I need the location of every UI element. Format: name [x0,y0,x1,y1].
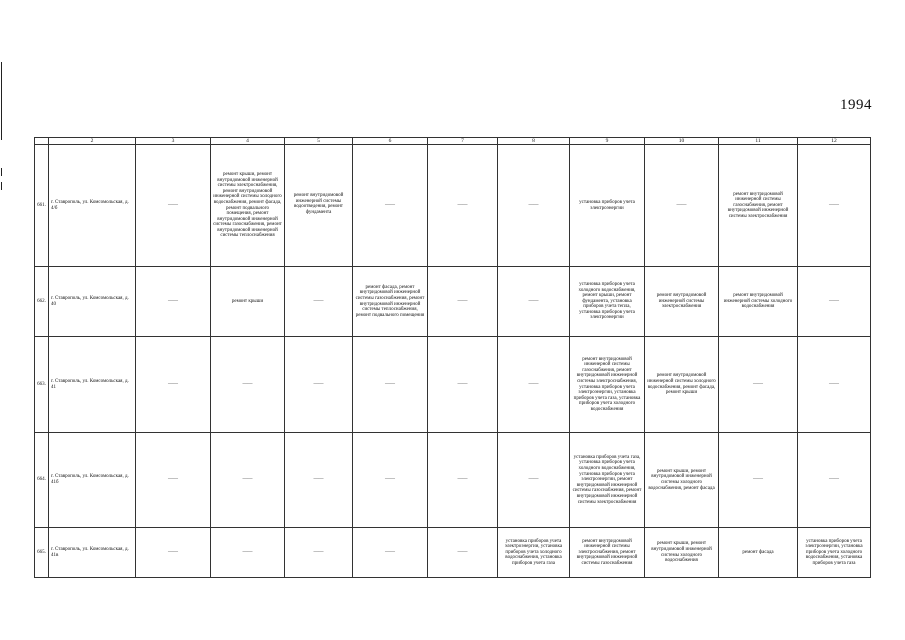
column-header: 7 [428,138,498,145]
cell-work: ремонт внутридомовой инженерной системы газоснабжения, ремонт внутридомовой инженерной системы электроснабжения [719,145,798,267]
cell-work: ремонт крыши, ремонт внутридомовой инженерной системы электроснабжения, ремонт внутридомовой инженерной системы холодного водоснабжения, ремонт фасада, ремонт подвального помещения, ремонт внутридомовой инженерной системы газоснабжения, ремонт внутридомовой инженерной системы теплоснабжения [211,145,285,267]
cell-dash: —— [428,528,498,578]
cell-work: ремонт внутридомовой инженерной системы холодного водоснабжения [719,267,798,337]
column-header: 8 [498,138,570,145]
cell-dash: —— [136,433,211,528]
table-row [35,528,871,578]
cell-dash: —— [798,267,871,337]
column-header: 12 [798,138,871,145]
column-header: 10 [645,138,719,145]
cell-dash: —— [798,433,871,528]
cell-dash: —— [798,337,871,433]
cell-dash: —— [798,145,871,267]
row-address: г. Ставрополь, ул. Комсомольская, д. 41в [49,528,136,578]
cell-dash: —— [719,433,798,528]
column-header: 5 [285,138,353,145]
cell-dash: —— [428,267,498,337]
left-edge-mark [1,62,2,140]
cell-work: ремонт фасада [719,528,798,578]
row-address: г. Ставрополь, ул. Комсомольская, д. 41б [49,433,136,528]
cell-dash: —— [498,433,570,528]
row-number: 661. [35,145,49,267]
cell-dash: —— [285,433,353,528]
row-number: 665. [35,528,49,578]
cell-dash: —— [498,267,570,337]
table-row [35,433,871,528]
cell-dash: —— [353,337,428,433]
cell-work: ремонт внутридомовой инженерной системы холодного водоснабжения, ремонт фасада, ремонт крыши [645,337,719,433]
column-header: 6 [353,138,428,145]
cell-work: ремонт внутридомовой инженерной системы водоотведения, ремонт фундамента [285,145,353,267]
cell-work: установка приборов учета электроэнергии, установка приборов учета холодного водоснабжения, установка приборов учета газа [498,528,570,578]
table-row [35,145,871,267]
row-address: г. Ставрополь, ул. Комсомольская, д. 41 [49,337,136,433]
cell-work: ремонт фасада, ремонт внутридомовой инженерной системы газоснабжения, ремонт внутридомовой инженерной системы теплоснабжения, ремонт подвального помещения [353,267,428,337]
cell-work: ремонт крыши [211,267,285,337]
table-row [35,267,871,337]
cell-dash: —— [498,337,570,433]
cell-work: ремонт внутридомовой инженерной системы газоснабжения, ремонт внутридомовой инженерной системы электроснабжения, установка приборов учета электроэнергии, установка приборов учета газа, установка приборов учета холодного водоснабжения [570,337,645,433]
register-table [34,137,871,578]
cell-work: установка приборов учета газа, установка приборов учета холодного водоснабжения, установка приборов учета электроэнергии, ремонт внутридомовой инженерной системы газоснабжения, ремонт внутридомовой инженерной системы электроснабжения [570,433,645,528]
cell-work: установка приборов учета электроэнергии, установка приборов учета холодного водоснабжения, установка приборов учета газа [798,528,871,578]
cell-dash: —— [428,433,498,528]
row-number: 662. [35,267,49,337]
cell-dash: —— [285,267,353,337]
cell-dash: —— [285,337,353,433]
row-number: 663. [35,337,49,433]
header-row [35,138,871,145]
cell-dash: —— [645,145,719,267]
row-address: г. Ставрополь, ул. Комсомольская, д. 40 [49,267,136,337]
left-edge-mark-small-2 [1,182,2,190]
row-number: 664. [35,433,49,528]
column-header: 4 [211,138,285,145]
column-header: 9 [570,138,645,145]
cell-dash: —— [285,528,353,578]
column-header [35,138,49,145]
cell-work: установка приборов учета электроэнергии [570,145,645,267]
cell-dash: —— [353,528,428,578]
cell-dash: —— [498,145,570,267]
column-header: 2 [49,138,136,145]
row-address: г. Ставрополь, ул. Комсомольская, д. 4/б [49,145,136,267]
cell-work: ремонт внутридомовой инженерной системы электроснабжения [645,267,719,337]
cell-dash: —— [136,145,211,267]
cell-dash: —— [353,433,428,528]
cell-dash: —— [428,145,498,267]
page-number: 1994 [840,97,872,113]
table-row [35,337,871,433]
cell-dash: —— [136,528,211,578]
column-header: 11 [719,138,798,145]
cell-work: установка приборов учета холодного водоснабжения, ремонт крыши, ремонт фундамента, установка приборов учета тепла, установка приборов учета электроэнергии [570,267,645,337]
cell-dash: —— [211,433,285,528]
cell-work: ремонт внутридомовой инженерной системы электроснабжения, ремонт внутридомовой инженерной системы газоснабжения [570,528,645,578]
cell-dash: —— [428,337,498,433]
cell-dash: —— [136,337,211,433]
left-edge-mark-small [1,168,2,176]
cell-work: ремонт крыши, ремонт внутридомовой инженерной системы холодного водоснабжения [645,528,719,578]
cell-dash: —— [136,267,211,337]
cell-dash: —— [211,528,285,578]
cell-dash: —— [719,337,798,433]
cell-work: ремонт крыши, ремонт внутридомовой инженерной системы холодного водоснабжения, ремонт фасада [645,433,719,528]
cell-dash: —— [211,337,285,433]
column-header: 3 [136,138,211,145]
cell-dash: —— [353,145,428,267]
